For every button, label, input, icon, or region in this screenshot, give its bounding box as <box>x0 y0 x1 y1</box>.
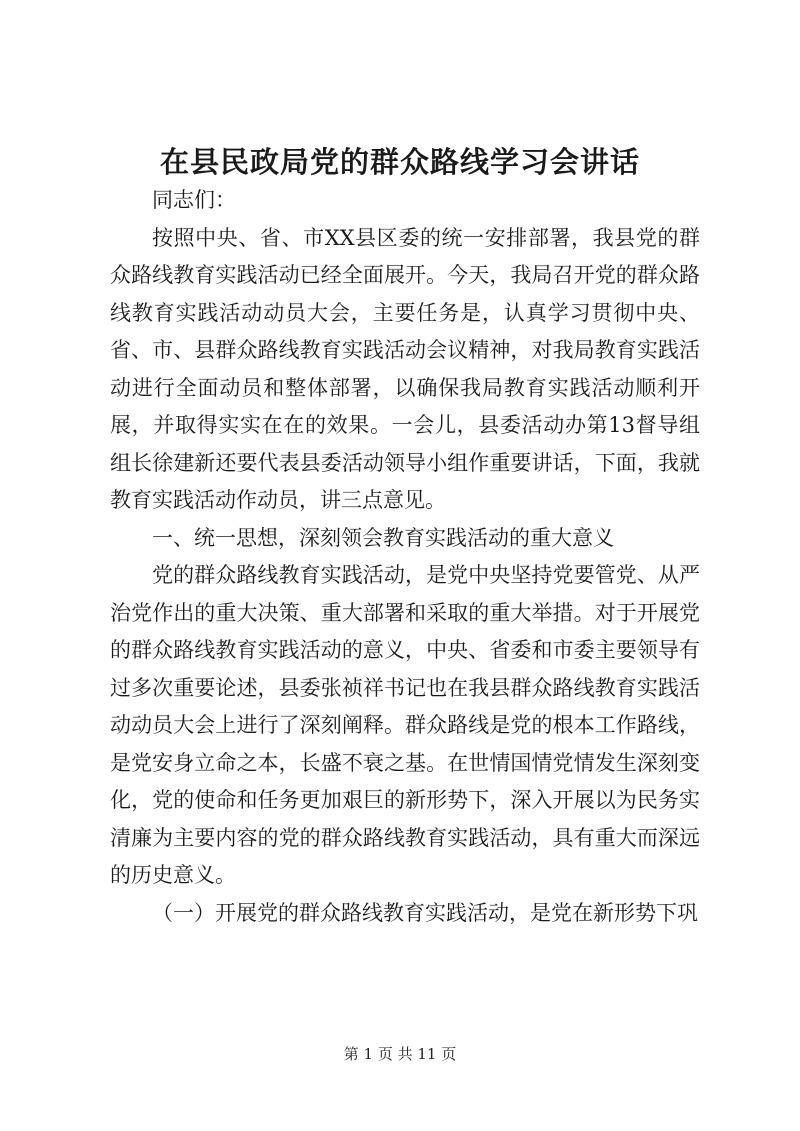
paragraph-significance: 党的群众路线教育实践活动，是党中央坚持党要管党、从严治党作出的重大决策、重大部署和采取的重大举措。对于开展党的群众路线教育实践活动的意义，中央、省委和市委主要领导有过多次重要论述，县委张祯祥书记也在我县群众路线教育实践活动动员大会上进行了深刻阐释。群众路线是党的根本工作路线，是党安身立命之本，长盛不衰之基。在世情国情党情发生深刻变化，党的使命和任务更加艰巨的新形势下，深入开展以为民务实清廉为主要内容的党的群众路线教育实践活动，具有重大而深远的历史意义。 <box>110 563 700 887</box>
document-title: 在县民政局党的群众路线学习会讲话 <box>159 145 640 179</box>
section-heading-1: 一、统一思想，深刻领会教育实践活动的重大意义 <box>152 525 614 550</box>
page-number-footer: 第 1 页 共 11 页 <box>343 1045 457 1063</box>
subsection-heading-1: （一）开展党的群众路线教育实践活动，是党在新形势下巩 <box>152 900 698 925</box>
paragraph-intro: 按照中央、省、市XX县区委的统一安排部署，我县党的群众路线教育实践活动已经全面展开。今天，我局召开党的群众路线教育实践活动动员大会，主要任务是，认真学习贯彻中央、省、市、县群众路线教育实践活动会议精神，对我局教育实践活动进行全面动员和整体部署，以确保我局教育实践活动顺利开展，并取得实实在在的效果。一会儿，县委活动办第13督导组组长徐建新还要代表县委活动领导小组作重要讲话，下面，我就教育实践活动作动员，讲三点意见。 <box>110 225 700 512</box>
greeting: 同志们： <box>152 188 236 212</box>
document-body <box>110 182 700 932</box>
